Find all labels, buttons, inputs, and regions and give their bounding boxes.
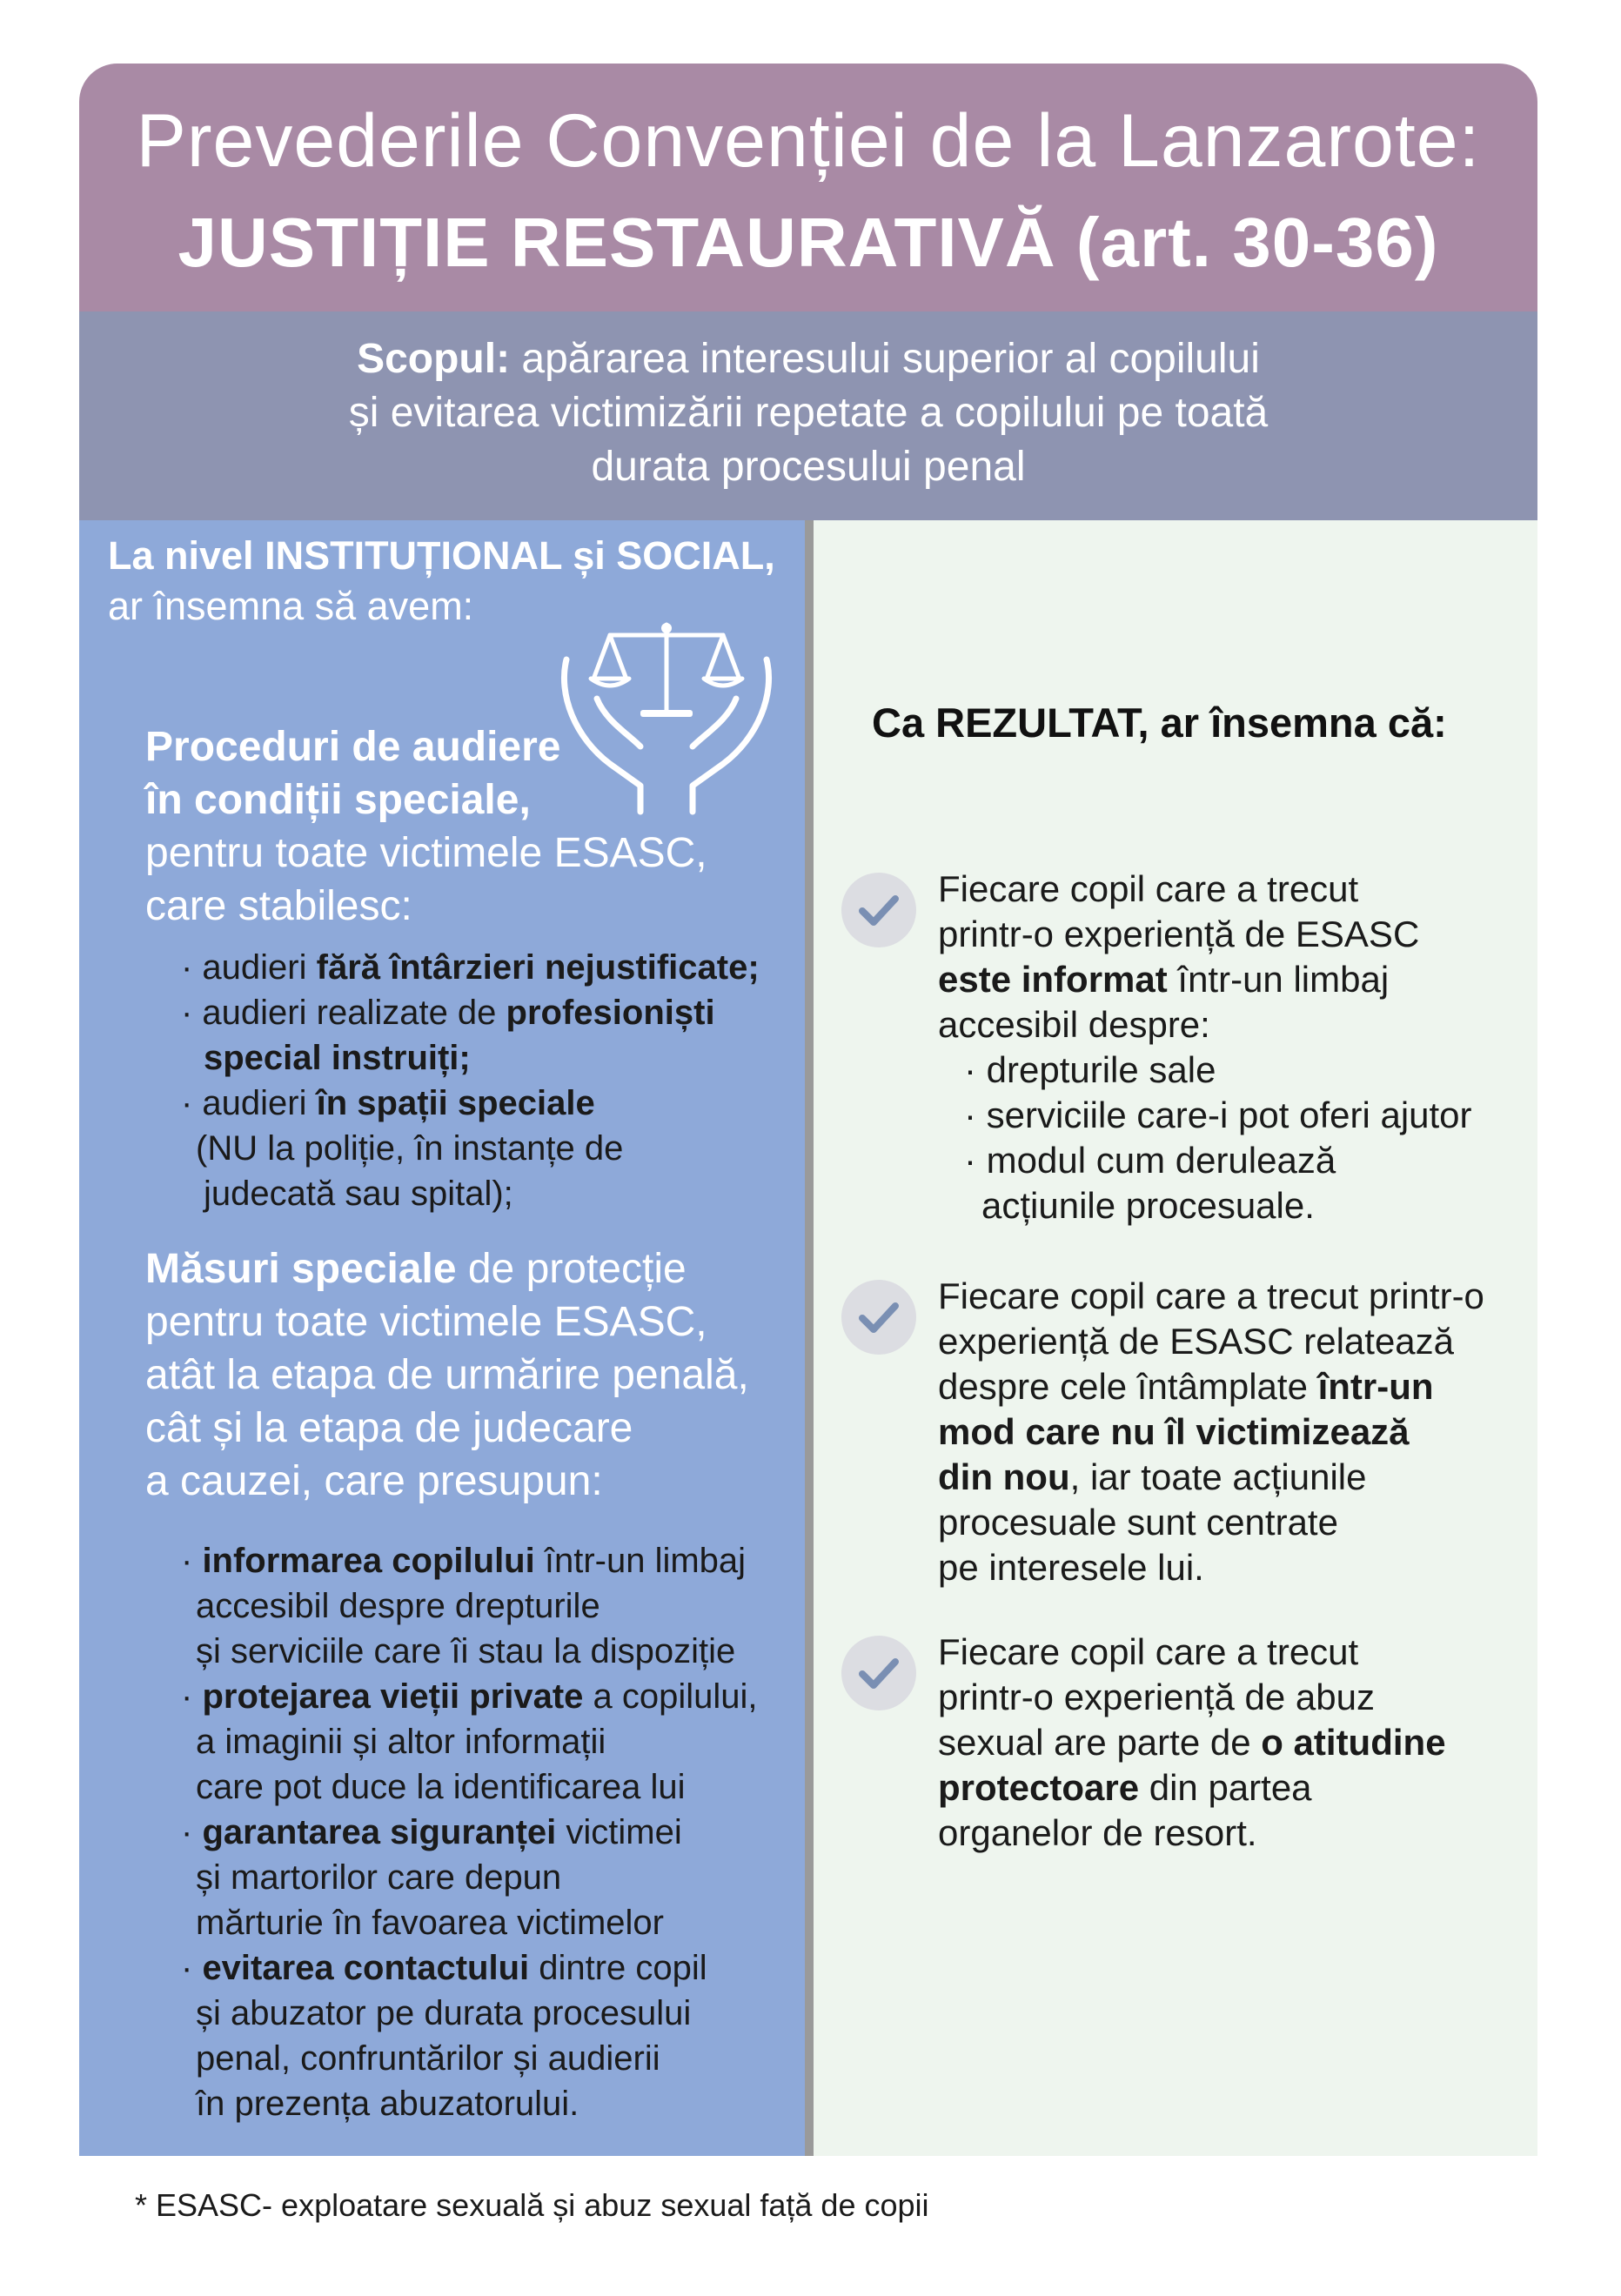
checkmark-icon xyxy=(841,873,916,947)
list-item: · protejarea vieții private a copilului, xyxy=(181,1677,758,1716)
column-divider xyxy=(805,520,814,2156)
list-item: · evitarea contactului dintre copil xyxy=(181,1949,707,1987)
result-item-1: Fiecare copil care a trecut printr-o experiență de ESASC este informat într-un limbaj accesibil despre: · drepturile sale · serviciile care-i pot oferi ajutor · modul cum derulează acțiunile procesuale. xyxy=(938,868,1472,1226)
institutional-heading: La nivel INSTITUȚIONAL și SOCIAL, ar însemna să avem: xyxy=(108,533,775,628)
checkmark-icon xyxy=(841,1636,916,1710)
footnote: * ESASC- exploatare sexuală și abuz sexual față de copii xyxy=(135,2187,929,2223)
institutional-column xyxy=(79,520,805,2156)
list-item-continued: (NU la poliție, în instanțe de xyxy=(196,1129,624,1168)
scope-banner xyxy=(79,311,1537,520)
hearing-conditions-list xyxy=(181,945,760,1216)
list-item-continued: special instruiți; xyxy=(204,1039,471,1077)
list-item: · garantarea siguranței victimei xyxy=(181,1813,682,1851)
scope-line-1: Scopul: apărarea interesului superior al copilului xyxy=(357,336,1260,382)
scope-label: Scopul: xyxy=(357,336,511,382)
header-banner xyxy=(79,64,1537,311)
scope-line-2: și evitarea victimizării repetate a copilului pe toată xyxy=(348,390,1269,436)
list-item-continued: judecată sau spital); xyxy=(204,1175,513,1213)
scope-line-3: durata procesului penal xyxy=(591,444,1026,490)
protection-measures-list: · informarea copilului într-un limbaj accesibil despre drepturile și serviciile care îi stau la dispoziție · protejarea vieții private a copilului, a imaginii și altor informații care pot duce la identificarea lui · garantarea siguranței victimei și martorilor care depun mărturie în favoarea victimelor · evitarea contactului dintre copil și abuzator pe durata procesului penal, confruntărilor și audierii în prezența abuzatorului. xyxy=(181,1538,758,2126)
hearing-procedures-block: Proceduri de audiere în condiții speciale, pentru toate victimele ESASC, care stabilesc: xyxy=(145,724,707,929)
list-item: · informarea copilului într-un limbaj xyxy=(181,1542,747,1580)
checkmark-icon xyxy=(841,1280,916,1355)
list-item: · audieri în spații speciale xyxy=(181,1084,595,1122)
result-column xyxy=(814,520,1537,2156)
result-item-3: Fiecare copil care a trecut printr-o experiență de abuz sexual are parte de o atitudine protectoare din partea organelor de resort. xyxy=(938,1631,1446,1853)
list-item: · audieri fără întârzieri nejustificate; xyxy=(181,948,760,987)
page-title: Prevederile Convenției de la Lanzarote: xyxy=(136,99,1481,183)
result-item-2: Fiecare copil care a trecut printr-o experiență de ESASC relatează despre cele întâmplate într-un mod care nu îl victimizează din nou, iar toate acțiunile procesuale sunt centrate pe interesele lui. xyxy=(938,1275,1484,1588)
protection-measures-block: Măsuri speciale de protecție pentru toate victimele ESASC, atât la etapa de urmărire penală, cât și la etapa de judecare a cauzei, care presupun: xyxy=(145,1246,749,1504)
result-heading: Ca REZULTAT, ar însemna că: xyxy=(872,700,1447,746)
list-item: · audieri realizate de profesioniști xyxy=(181,994,715,1032)
page-subtitle: JUSTIȚIE RESTAURATIVĂ (art. 30-36) xyxy=(178,204,1439,281)
